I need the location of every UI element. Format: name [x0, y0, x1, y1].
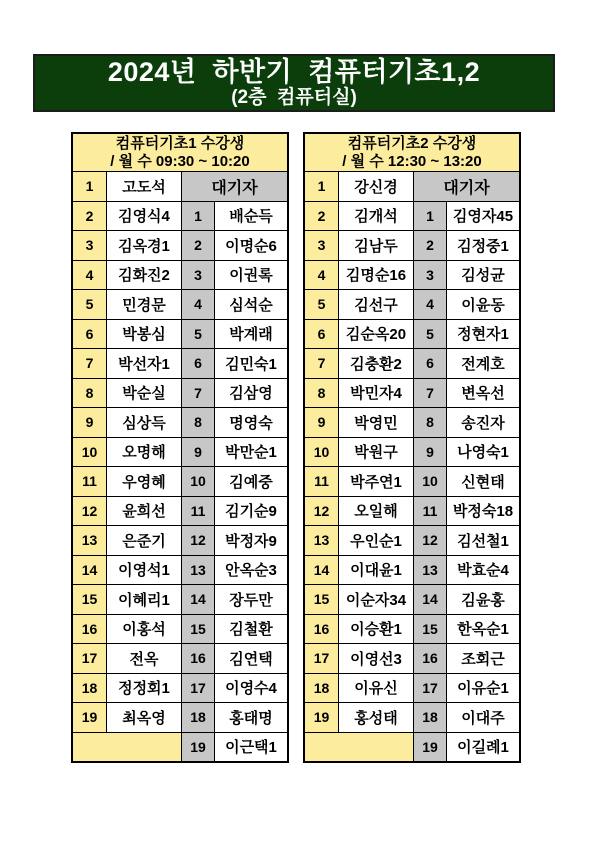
- waitlist-name: 이유순1: [447, 674, 519, 703]
- student-number: 11: [305, 467, 338, 496]
- waitlist-number: 19: [414, 733, 446, 762]
- student-number: 4: [73, 261, 106, 290]
- student-name: 홍성태: [339, 703, 413, 732]
- waitlist-name: 김선철1: [447, 526, 519, 555]
- student-name: 최옥영: [107, 703, 181, 732]
- student-number: 17: [305, 644, 338, 673]
- page-title: 2024년 하반기 컴퓨터기초1,2: [107, 57, 481, 87]
- waitlist-number: 3: [414, 261, 446, 290]
- waitlist-number: 4: [414, 290, 446, 319]
- waitlist-number: 9: [182, 438, 214, 467]
- student-name: 김옥경1: [107, 231, 181, 260]
- student-name: 박순실: [107, 379, 181, 408]
- table-schedule: / 월 수 09:30 ~ 10:20: [110, 152, 250, 170]
- waitlist-name: 홍태명: [215, 703, 287, 732]
- waitlist-header: 대기자: [414, 172, 519, 201]
- student-number: 2: [73, 202, 106, 231]
- student-number: 1: [305, 172, 338, 201]
- waitlist-name: 김연택: [215, 644, 287, 673]
- waitlist-number: 13: [182, 556, 214, 585]
- student-name: 박봉심: [107, 320, 181, 349]
- waitlist-number: 12: [182, 526, 214, 555]
- student-name: 김개석: [339, 202, 413, 231]
- student-number: 3: [305, 231, 338, 260]
- waitlist-name: 김기순9: [215, 497, 287, 526]
- student-number: 1: [73, 172, 106, 201]
- student-number: 12: [305, 497, 338, 526]
- waitlist-name: 이영수4: [215, 674, 287, 703]
- waitlist-name: 김예중: [215, 467, 287, 496]
- table-grid: [305, 172, 519, 761]
- student-number: 8: [305, 379, 338, 408]
- table-title: 컴퓨터기초2 수강생: [347, 134, 477, 152]
- student-number: 16: [73, 615, 106, 644]
- student-number: 15: [305, 585, 338, 614]
- waitlist-name: 이권록: [215, 261, 287, 290]
- student-name: 이영선3: [339, 644, 413, 673]
- waitlist-number: 5: [182, 320, 214, 349]
- waitlist-number: 16: [182, 644, 214, 673]
- waitlist-header: 대기자: [182, 172, 287, 201]
- waitlist-name: 김삼영: [215, 379, 287, 408]
- student-number: 14: [305, 556, 338, 585]
- waitlist-name: 박정숙18: [447, 497, 519, 526]
- student-name: 우영혜: [107, 467, 181, 496]
- waitlist-name: 김철환: [215, 615, 287, 644]
- waitlist-number: 12: [414, 526, 446, 555]
- student-name: 고도석: [107, 172, 181, 201]
- waitlist-name: 박계래: [215, 320, 287, 349]
- waitlist-number: 18: [182, 703, 214, 732]
- student-number: 5: [73, 290, 106, 319]
- waitlist-name: 박효순4: [447, 556, 519, 585]
- waitlist-number: 11: [182, 497, 214, 526]
- student-name: 김남두: [339, 231, 413, 260]
- student-number: 6: [305, 320, 338, 349]
- waitlist-name: 심석순: [215, 290, 287, 319]
- student-name: 오일해: [339, 497, 413, 526]
- student-name: 김영식4: [107, 202, 181, 231]
- waitlist-number: 15: [414, 615, 446, 644]
- waitlist-number: 6: [182, 349, 214, 378]
- waitlist-name: 김윤홍: [447, 585, 519, 614]
- student-name: 이영석1: [107, 556, 181, 585]
- waitlist-name: 이명순6: [215, 231, 287, 260]
- student-number: 12: [73, 497, 106, 526]
- waitlist-number: 14: [182, 585, 214, 614]
- waitlist-name: 신현태: [447, 467, 519, 496]
- student-name: 민경문: [107, 290, 181, 319]
- student-name: 오명해: [107, 438, 181, 467]
- waitlist-number: 10: [182, 467, 214, 496]
- student-number: 17: [73, 644, 106, 673]
- student-name: 김충환2: [339, 349, 413, 378]
- student-number: 19: [305, 703, 338, 732]
- waitlist-number: 15: [182, 615, 214, 644]
- waitlist-number: 7: [182, 379, 214, 408]
- waitlist-name: 한옥순1: [447, 615, 519, 644]
- tables-container: [71, 132, 521, 763]
- waitlist-number: 16: [414, 644, 446, 673]
- student-number: 3: [73, 231, 106, 260]
- waitlist-name: 박정자9: [215, 526, 287, 555]
- student-name: 박선자1: [107, 349, 181, 378]
- student-name: 강신경: [339, 172, 413, 201]
- student-number: 14: [73, 556, 106, 585]
- waitlist-number: 10: [414, 467, 446, 496]
- waitlist-name: 나영숙1: [447, 438, 519, 467]
- student-number: 2: [305, 202, 338, 231]
- waitlist-name: 이근택1: [215, 733, 287, 762]
- student-name: 정정회1: [107, 674, 181, 703]
- student-name: 심상득: [107, 408, 181, 437]
- student-number: 10: [73, 438, 106, 467]
- student-name: 이대윤1: [339, 556, 413, 585]
- student-name: 우인순1: [339, 526, 413, 555]
- student-name: 이승환1: [339, 615, 413, 644]
- student-number: 9: [305, 408, 338, 437]
- waitlist-name: 배순득: [215, 202, 287, 231]
- student-number: 6: [73, 320, 106, 349]
- student-name: 박원구: [339, 438, 413, 467]
- student-number: 18: [73, 674, 106, 703]
- waitlist-number: 11: [414, 497, 446, 526]
- student-number: 9: [73, 408, 106, 437]
- student-number: 13: [73, 526, 106, 555]
- waitlist-name: 변옥선: [447, 379, 519, 408]
- waitlist-number: 9: [414, 438, 446, 467]
- waitlist-name: 장두만: [215, 585, 287, 614]
- student-name: 박민자4: [339, 379, 413, 408]
- waitlist-name: 전계호: [447, 349, 519, 378]
- student-name: 이홍석: [107, 615, 181, 644]
- student-number: 4: [305, 261, 338, 290]
- student-name: 박주연1: [339, 467, 413, 496]
- waitlist-number: 1: [414, 202, 446, 231]
- student-name: 전옥: [107, 644, 181, 673]
- waitlist-number: 2: [182, 231, 214, 260]
- waitlist-number: 7: [414, 379, 446, 408]
- student-name: 윤희선: [107, 497, 181, 526]
- student-number: 15: [73, 585, 106, 614]
- student-name: 은준기: [107, 526, 181, 555]
- waitlist-number: 13: [414, 556, 446, 585]
- student-number: 5: [305, 290, 338, 319]
- student-name: 김명순16: [339, 261, 413, 290]
- student-number: 8: [73, 379, 106, 408]
- waitlist-number: 2: [414, 231, 446, 260]
- student-number: 10: [305, 438, 338, 467]
- waitlist-name: 안옥순3: [215, 556, 287, 585]
- student-name: 이순자34: [339, 585, 413, 614]
- student-name: 김순옥20: [339, 320, 413, 349]
- waitlist-name: 송진자: [447, 408, 519, 437]
- roster-table: [303, 132, 521, 763]
- student-number: 7: [73, 349, 106, 378]
- student-number: 18: [305, 674, 338, 703]
- student-name: 김선구: [339, 290, 413, 319]
- waitlist-name: 김민숙1: [215, 349, 287, 378]
- student-name: 이혜리1: [107, 585, 181, 614]
- student-name: 이유신: [339, 674, 413, 703]
- student-number: 13: [305, 526, 338, 555]
- waitlist-number: 6: [414, 349, 446, 378]
- page-subtitle: (2층 컴퓨터실): [231, 87, 357, 108]
- waitlist-number: 1: [182, 202, 214, 231]
- waitlist-name: 이길례1: [447, 733, 519, 762]
- waitlist-number: 18: [414, 703, 446, 732]
- waitlist-number: 3: [182, 261, 214, 290]
- roster-table: [71, 132, 289, 763]
- table-header: [73, 134, 287, 172]
- table-title: 컴퓨터기초1 수강생: [115, 134, 245, 152]
- waitlist-number: 17: [414, 674, 446, 703]
- waitlist-number: 14: [414, 585, 446, 614]
- student-name: 박영민: [339, 408, 413, 437]
- waitlist-number: 4: [182, 290, 214, 319]
- waitlist-name: 정현자1: [447, 320, 519, 349]
- waitlist-number: 17: [182, 674, 214, 703]
- waitlist-number: 19: [182, 733, 214, 762]
- waitlist-name: 이윤동: [447, 290, 519, 319]
- student-name: 김화진2: [107, 261, 181, 290]
- table-header: [305, 134, 519, 172]
- waitlist-name: 김정중1: [447, 231, 519, 260]
- table-schedule: / 월 수 12:30 ~ 13:20: [342, 152, 482, 170]
- student-number: 7: [305, 349, 338, 378]
- student-number: 19: [73, 703, 106, 732]
- waitlist-number: 8: [182, 408, 214, 437]
- waitlist-name: 명영숙: [215, 408, 287, 437]
- title-banner: [33, 54, 555, 112]
- table-grid: [73, 172, 287, 761]
- waitlist-name: 조회근: [447, 644, 519, 673]
- waitlist-name: 김성균: [447, 261, 519, 290]
- student-number: 16: [305, 615, 338, 644]
- waitlist-name: 이대주: [447, 703, 519, 732]
- waitlist-number: 8: [414, 408, 446, 437]
- waitlist-number: 5: [414, 320, 446, 349]
- waitlist-name: 박만순1: [215, 438, 287, 467]
- waitlist-name: 김영자45: [447, 202, 519, 231]
- empty-cell: [73, 733, 181, 762]
- empty-cell: [305, 733, 413, 762]
- student-number: 11: [73, 467, 106, 496]
